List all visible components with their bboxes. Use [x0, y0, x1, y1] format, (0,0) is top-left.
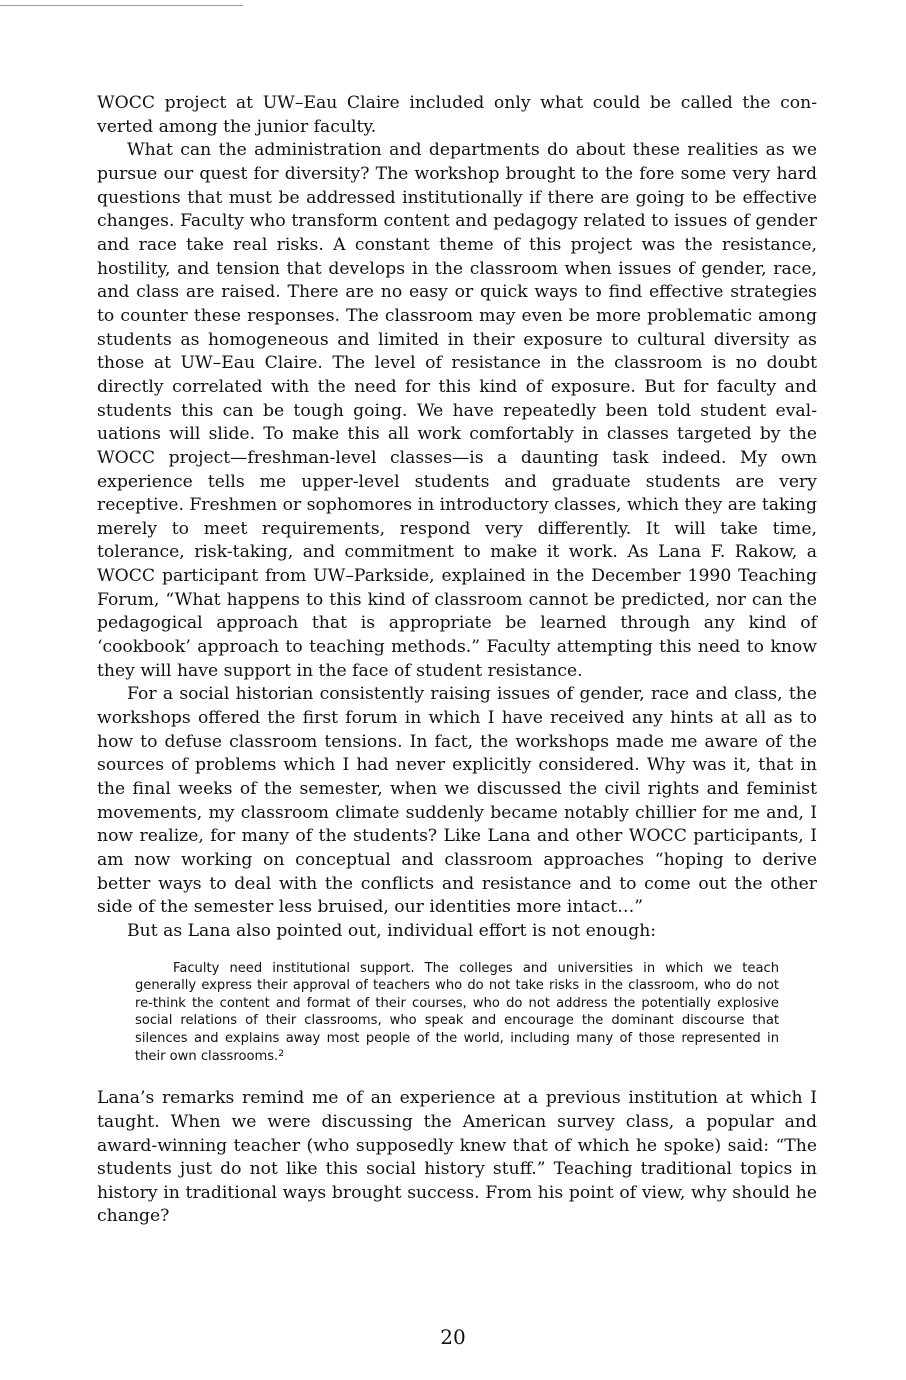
page-body — [97, 92, 817, 1229]
top-left-rule — [0, 5, 243, 6]
paragraph-individual-effort: But as Lana also pointed out, individual effort is not enough: — [127, 920, 657, 941]
page-number: 20 — [440, 1325, 466, 1349]
paragraph-social-historian: For a social historian consistently raising issues of gender, race and class, the workshops offered the first forum in which I have received any hints at all as to how to defuse classroom tensions. In fact, the workshops made me aware of the sources of problems which I had never explicitly considered. Why was it, that in the final weeks of the semester, when we discussed the civil rights and feminist movements, my classroom climate suddenly became notably chillier for me and, I now realize, for many of the students? Like Lana and other WOCC participants, I am now working on conceptual and classroom approaches “hoping to derive better ways to deal with the conflicts and resistance and to come out the other side of the semester less bruised, our identities more intact…” — [97, 684, 817, 918]
paragraph-institutional-questions: What can the administration and departments do about these realities as we pursue our quest for diversity? The workshop brought to the fore some very hard questions that must be addressed institutionally if there are going to be effective changes. Faculty who transform content and pedagogy related to issues of gender and race take real risks. A constant theme of this project was the resistance, hostility, and tension that develops in the classroom when issues of gender, race, and class are raised. There are no easy or quick ways to find effective strategies to counter these responses. The classroom may even be more problematic among students as homogeneous and limited in their exposure to cultural diversity as those at UW–Eau Claire. The level of resistance in the classroom is no doubt directly correlated with the need for this kind of exposure. But for faculty and students this can be tough going. We have repeatedly been told student evaluations will slide. To make this all work comfortably in classes targeted by the WOCC project—freshman-level classes—is a daunting task indeed. My own experience tells me upper-level students and graduate students are very receptive. Freshmen or sophomores in introductory classes, which they are taking merely to meet requirements, respond very differently. It will take time, tolerance, risk-taking, and commitment to make it work. As Lana F. Rakow, a WOCC participant from UW–Parkside, explained in the December 1990 Teaching Forum, “What happens to this kind of classroom cannot be predicted, nor can the pedagogical approach that is appropriate be learned through any kind of ‘cookbook’ approach to teaching methods.” Faculty attempting this need to know they will have support in the face of student resistance. — [97, 140, 817, 681]
footnote-marker: 2 — [278, 1047, 285, 1059]
block-quote-text: Faculty need institutional support. The colleges and universities in which we teach generally express their approval of teachers who do not take risks in the classroom, who do not re-think the content and format of their courses, who do not address the potentially explosive social relations of their classrooms, who speak and encourage the dominant discourse that silences and explains away most people of the world, including many of those represented in their own classrooms. — [135, 960, 779, 1064]
paragraph-continued: WOCC project at UW–Eau Claire included only what could be called the converted among the junior faculty. — [97, 93, 817, 137]
paragraph-closing: Lana’s remarks remind me of an experience at a previous institution at which I taught. When we were discussing the American survey class, a popular and award-winning teacher (who supposedly knew that of which he spoke) said: “The students just do not like this social history stuff.” Teaching traditional topics in history in traditional ways brought success. From his point of view, why should he change? — [97, 1088, 817, 1227]
block-quote — [135, 960, 779, 1066]
